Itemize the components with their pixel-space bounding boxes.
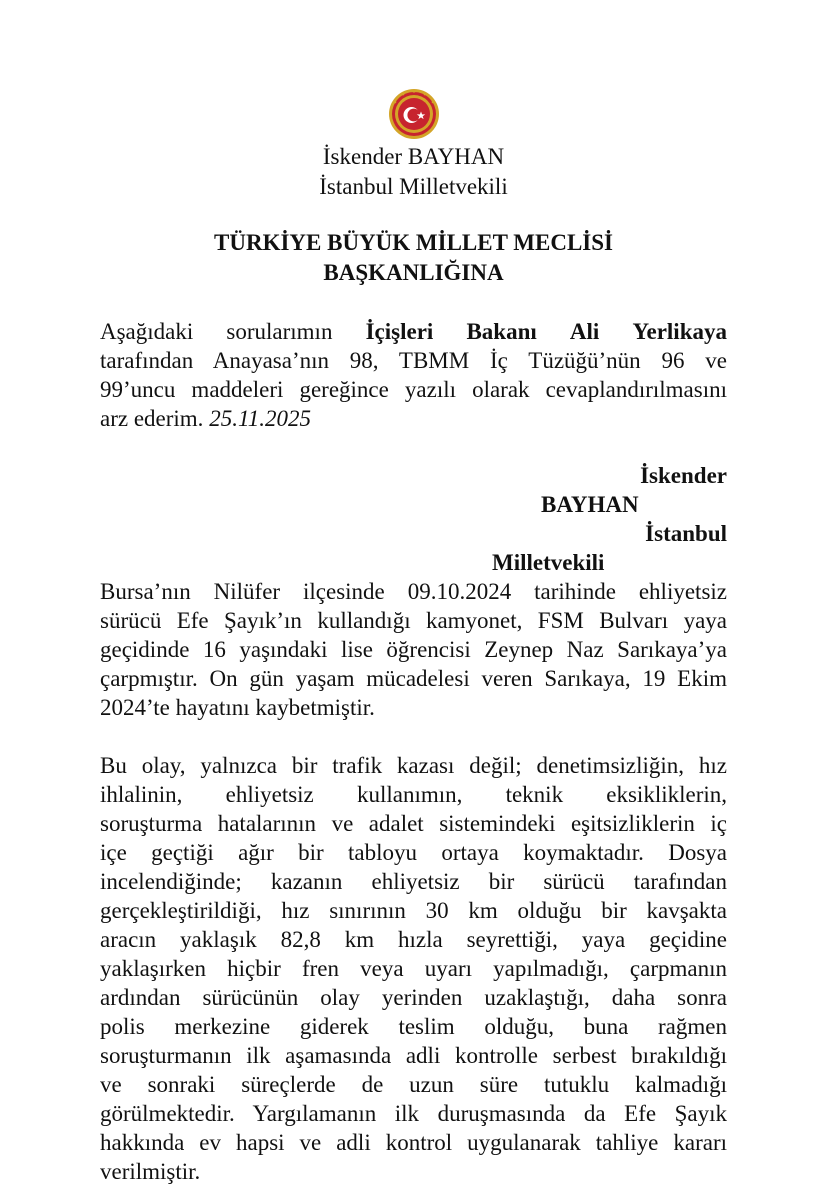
- p2-line: görülmektedir. Yargılamanın ilk duruşmasında da Efe Şayık: [100, 1101, 727, 1126]
- p2-line: yaklaşırken hiçbir fren veya uyarı yapılmadığı, çarpmanın: [100, 956, 727, 981]
- p2-line: soruşturmanın ilk aşamasında adli kontrolle serbest bırakıldığı: [100, 1043, 727, 1068]
- signature-city: İstanbul: [645, 521, 727, 546]
- p1-line: Bursa’nın Nilüfer ilçesinde 09.10.2024 tarihinde ehliyetsiz: [100, 579, 727, 604]
- p2-line: içe geçtiği ağır bir tabloyu ortaya koymaktadır. Dosya: [100, 840, 727, 865]
- intro-paragraph: [100, 317, 727, 433]
- paragraph-1: [100, 577, 727, 722]
- signature-role: Milletvekili: [492, 550, 605, 575]
- sender-name: İskender BAYHAN: [322, 144, 505, 169]
- signature-last-name: BAYHAN: [541, 492, 639, 517]
- p2-line: soruşturma hatalarının ve adalet sistemindeki eşitsizliklerin iç: [100, 811, 727, 836]
- p2-line: verilmiştir.: [100, 1159, 201, 1184]
- p1-line: geçidinde 16 yaşındaki lise öğrencisi Zeynep Naz Sarıkaya’ya: [100, 637, 727, 662]
- p2-line: ardından sürücünün olay yerinden uzaklaştığı, daha sonra: [100, 985, 727, 1010]
- heading-line-2: BAŞKANLIĞINA: [323, 260, 504, 285]
- signature-first-name: İskender: [640, 463, 727, 488]
- paragraph-2: [100, 751, 727, 1186]
- intro-line-4: arz ederim. 25.11.2025: [100, 406, 311, 431]
- p2-line: ve sonraki süreçlerde de uzun süre tutuklu kalmadığı: [100, 1072, 727, 1097]
- p2-line: ihlalinin, ehliyetsiz kullanımın, teknik eksikliklerin,: [100, 782, 727, 807]
- p1-line: çarpmıştır. On gün yaşam mücadelesi veren Sarıkaya, 19 Ekim: [100, 666, 727, 691]
- minister-name: İçişleri: [365, 319, 434, 344]
- submission-date: 25.11.2025: [209, 406, 311, 431]
- intro-line-3: 99’uncu maddeleri gereğince yazılı olarak cevaplandırılmasını: [100, 377, 727, 402]
- p2-line: polis merkezine giderek teslim olduğu, buna rağmen: [100, 1014, 727, 1039]
- heading-line-1: TÜRKİYE BÜYÜK MİLLET MECLİSİ: [214, 230, 613, 255]
- intro-line-2: tarafından Anayasa’nın 98, TBMM İç Tüzüğü’nün 96 ve: [100, 348, 727, 373]
- sender-block: [0, 142, 827, 202]
- p1-line: 2024’te hayatını kaybetmiştir.: [100, 695, 375, 720]
- p2-line: incelendiğinde; kazanın ehliyetsiz bir sürücü tarafından: [100, 869, 727, 894]
- p2-line: aracın yaklaşık 82,8 km hızla seyrettiği, yaya geçidine: [100, 927, 727, 952]
- sender-title: İstanbul Milletvekili: [319, 174, 508, 199]
- p2-line: gerçekleştirildiği, hız sınırının 30 km olduğu bir kavşakta: [100, 898, 727, 923]
- intro-line-1: Aşağıdaki sorularımın İçişleri Bakanı Ali Yerlikaya: [100, 319, 727, 344]
- tbmm-emblem-icon: [388, 88, 440, 140]
- p2-line: hakkında ev hapsi ve adli kontrol uygulanarak tahliye kararı: [100, 1130, 727, 1155]
- p2-line: Bu olay, yalnızca bir trafik kazası değil; denetimsizliğin, hız: [100, 753, 727, 778]
- addressee-heading: [0, 228, 827, 288]
- p1-line: sürücü Efe Şayık’ın kullandığı kamyonet, FSM Bulvarı yaya: [100, 608, 727, 633]
